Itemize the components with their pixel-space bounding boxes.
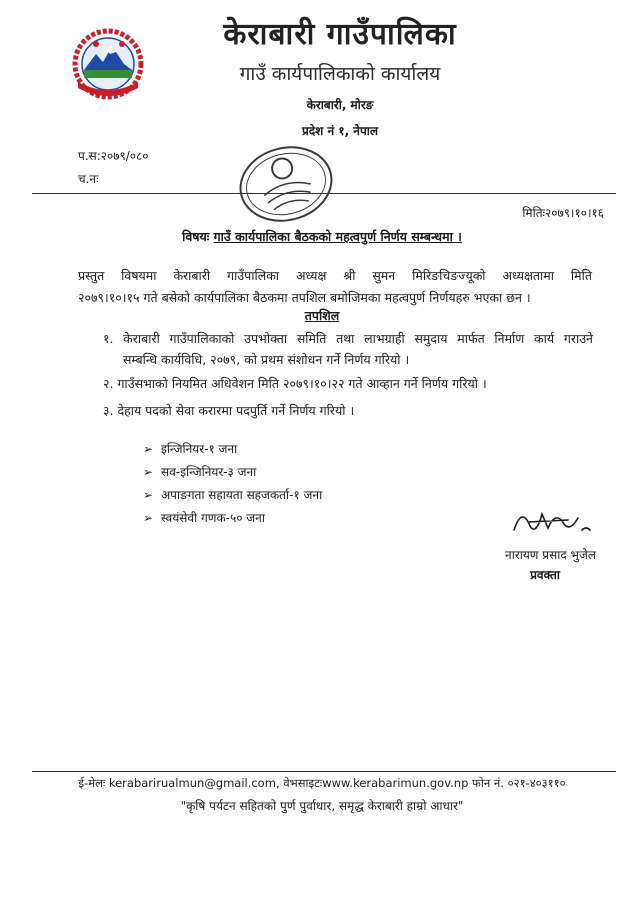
letter-reference-number: प.स:२०७९/०८० xyxy=(78,149,149,163)
post-list-item-label: स्वयंसेवी गणक-५० जना xyxy=(161,511,265,525)
arrow-bullet-icon: ➢ xyxy=(143,442,154,456)
decision-item-2: २. गाउँसभाको नियमित अधिवेशन मिति २०७९।१०।२२ गते आव्हान गर्ने निर्णय गरियो । xyxy=(103,376,487,391)
post-list-item xyxy=(143,440,237,457)
office-subtitle: गाउँ कार्यपालिकाको कार्यालय xyxy=(239,63,441,85)
body-paragraph-line-1: प्रस्तुत विषयमा केराबारी गाउँपालिका अध्यक्ष श्री सुमन मिरिङचिङज्यूको अध्यक्षतामा मिति xyxy=(78,268,592,283)
municipality-emblem-logo xyxy=(66,24,150,106)
phone-number: ०२१-४०३११० xyxy=(507,776,566,790)
address-line-1: केराबारी, मोरङ xyxy=(306,98,374,112)
decision-item-1-line-2: सम्बन्धि कार्यविधि, २०७९, को प्रथम संशोधन गर्ने निर्णय गरियो । xyxy=(123,352,410,367)
footer-motto: "कृषि पर्यटन सहितको पुर्ण पुर्वाधार, समृद्ध केराबारी हाम्रो आधार" xyxy=(180,799,464,813)
decision-item-3: ३. देहाय पदको सेवा करारमा पदपुर्ति गर्ने निर्णय गरियो । xyxy=(103,403,355,418)
arrow-bullet-icon: ➢ xyxy=(143,511,154,525)
signatory-name: नारायण प्रसाद भुजेल xyxy=(505,548,596,562)
post-list-item-label: सव-इन्जिनियर-३ जना xyxy=(161,465,257,479)
phone-label: फोन नं. xyxy=(472,776,504,790)
subject-line xyxy=(0,228,644,245)
post-list-item xyxy=(143,486,322,503)
subject-prefix: विषयः xyxy=(182,229,210,244)
email-link[interactable]: kerabarirualmun@gmail.com xyxy=(108,776,276,790)
signatory-title: प्रवक्ता xyxy=(530,568,560,582)
handwritten-signature xyxy=(508,500,598,540)
letter-date: मितिः२०७९।१०।१६ xyxy=(522,206,604,220)
footer-divider xyxy=(32,771,616,772)
dispatch-number: च.नः xyxy=(78,172,99,186)
post-list-item xyxy=(143,509,265,526)
body-paragraph-line-2: २०७९।१०।१५ गते बसेको कार्यपालिका बैठकमा तपशिल बमोजिमका महत्वपुर्ण निर्णयहरु भएका छन । xyxy=(78,290,531,305)
post-list-item xyxy=(143,463,256,480)
subject-text: गाउँ कार्यपालिका बैठकको महत्वपुर्ण निर्णय सम्बन्धमा । xyxy=(213,229,462,244)
post-list-item-label: इन्जिनियर-१ जना xyxy=(161,442,238,456)
header-divider xyxy=(32,193,616,194)
details-heading: तपशिल xyxy=(304,308,340,323)
address-line-2: प्रदेश नं १, नेपाल xyxy=(301,124,379,138)
website-label: वेभसाइटः xyxy=(283,776,323,790)
office-stamp-seal xyxy=(232,138,340,230)
email-label: ई-मेलः xyxy=(78,776,106,790)
arrow-bullet-icon: ➢ xyxy=(143,465,154,479)
website-link[interactable]: www.kerabarimun.gov.np xyxy=(322,776,469,790)
post-list-item-label: अपाङगता सहायता सहजकर्ता-१ जना xyxy=(161,488,323,502)
arrow-bullet-icon: ➢ xyxy=(143,488,154,502)
office-title: केराबारी गाउँपालिका xyxy=(223,17,457,52)
decision-item-1-line-1: १. केराबारी गाउँपालिकाको उपभोक्ता समिति तथा लाभग्राही समुदाय मार्फत निर्माण कार्य गराउने xyxy=(103,331,593,346)
footer-contact: ई-मेलः kerabarirualmun@gmail.com, वेभसाइटःwww.kerabarimun.gov.np फोन नं. ०२१-४०३११० xyxy=(78,776,566,790)
